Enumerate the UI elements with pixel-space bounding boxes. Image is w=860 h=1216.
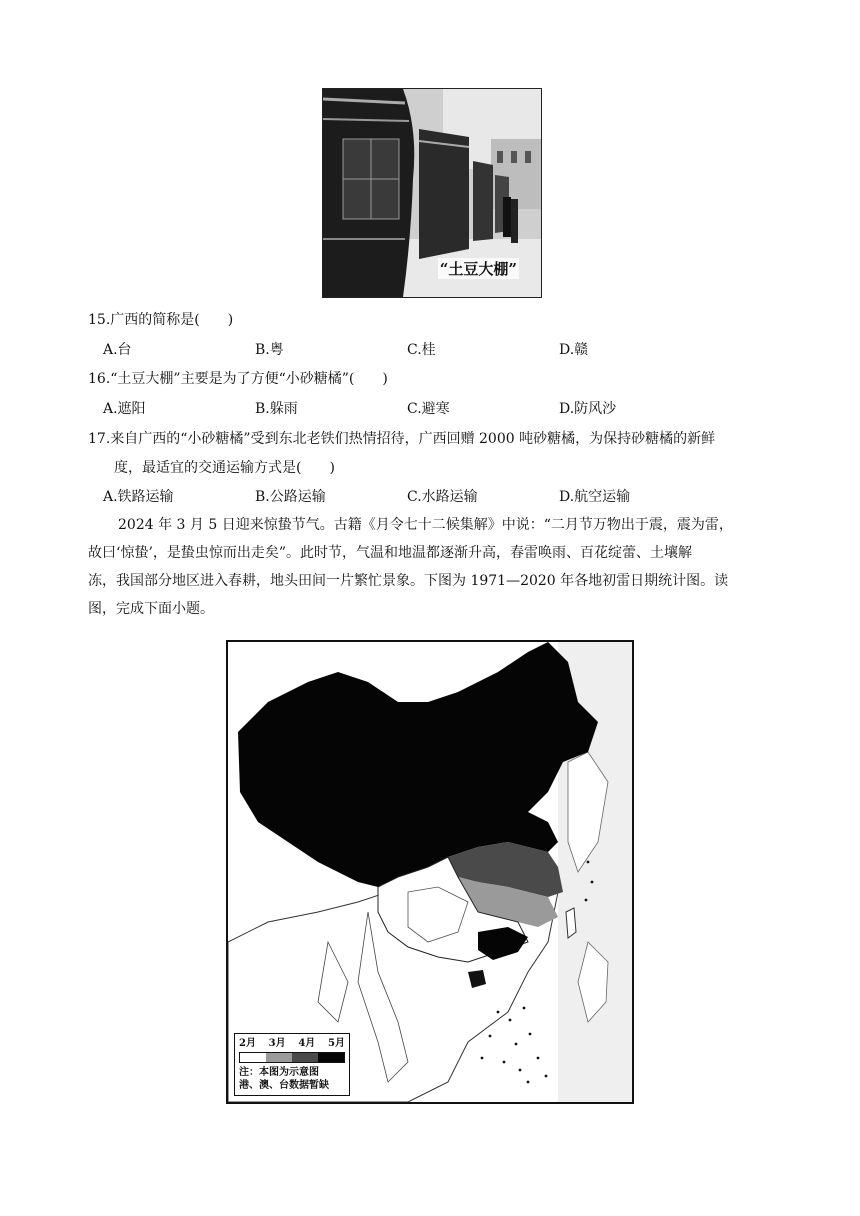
legend-swatch-apr <box>292 1053 318 1062</box>
question-16-stem: 16.“土豆大棚”主要是为了方便“小砂糖橘”( ) <box>88 371 388 387</box>
option-d[interactable]: D.防风沙 <box>559 401 617 417</box>
option-c[interactable]: C.水路运输 <box>407 489 478 505</box>
option-a[interactable]: A.遮阳 <box>103 401 146 417</box>
potato-greenhouse-photo <box>322 88 542 298</box>
legend-month-may: 5月 <box>328 1038 345 1049</box>
option-c[interactable]: C.避寒 <box>407 401 450 417</box>
legend-months <box>239 1037 345 1050</box>
question-15-stem: 15.广西的简称是( ) <box>88 312 234 328</box>
option-c[interactable]: C.桂 <box>407 342 436 358</box>
passage-line-1: 2024 年 3 月 5 日迎来惊蛰节气。古籍《月令七十二候集解》中说：“二月节万物出于震，震为雷， <box>118 517 733 533</box>
option-b[interactable]: B.躲雨 <box>255 401 298 417</box>
option-d[interactable]: D.赣 <box>559 342 589 358</box>
question-17-stem-continued: 度，最适宜的交通运输方式是( ) <box>114 460 335 476</box>
legend-month-apr: 4月 <box>298 1038 316 1049</box>
option-a[interactable]: A.铁路运输 <box>103 489 174 505</box>
legend-swatch-feb <box>240 1053 266 1062</box>
first-thunder-date-map <box>226 640 634 1104</box>
photo-caption: “土豆大棚” <box>439 260 517 278</box>
passage-line-4: 图，完成下面小题。 <box>88 601 214 617</box>
passage <box>88 511 778 623</box>
legend-swatch-mar <box>266 1053 292 1062</box>
legend-swatch-may <box>318 1053 344 1062</box>
question-17-stem: 17.来自广西的“小砂糖橘”受到东北老铁们热情招待，广西回赠 2000 吨砂糖橘，为保持砂糖橘的新鲜 <box>88 431 716 447</box>
legend-note-1: 注：本图为示意图 <box>239 1067 319 1078</box>
option-b[interactable]: B.粤 <box>255 342 284 358</box>
passage-line-2: 故曰‘惊蛰’，是蛰虫惊而出走矣”。此时节，气温和地温都逐渐升高，春雷唤雨、百花绽蕾、土壤解 <box>88 545 693 561</box>
option-b[interactable]: B.公路运输 <box>255 489 326 505</box>
option-d[interactable]: D.航空运输 <box>559 489 631 505</box>
legend-color-bar <box>239 1052 345 1063</box>
legend-month-feb: 2月 <box>239 1038 256 1049</box>
legend-month-mar: 3月 <box>268 1038 286 1049</box>
legend-note-2: 港、澳、台数据暂缺 <box>239 1080 329 1091</box>
option-a[interactable]: A.台 <box>103 342 132 358</box>
map-legend <box>234 1033 350 1096</box>
passage-line-3: 冻，我国部分地区进入春耕，地头田间一片繁忙景象。下图为 1971—2020 年各地初雷日期统计图。读 <box>88 573 729 589</box>
